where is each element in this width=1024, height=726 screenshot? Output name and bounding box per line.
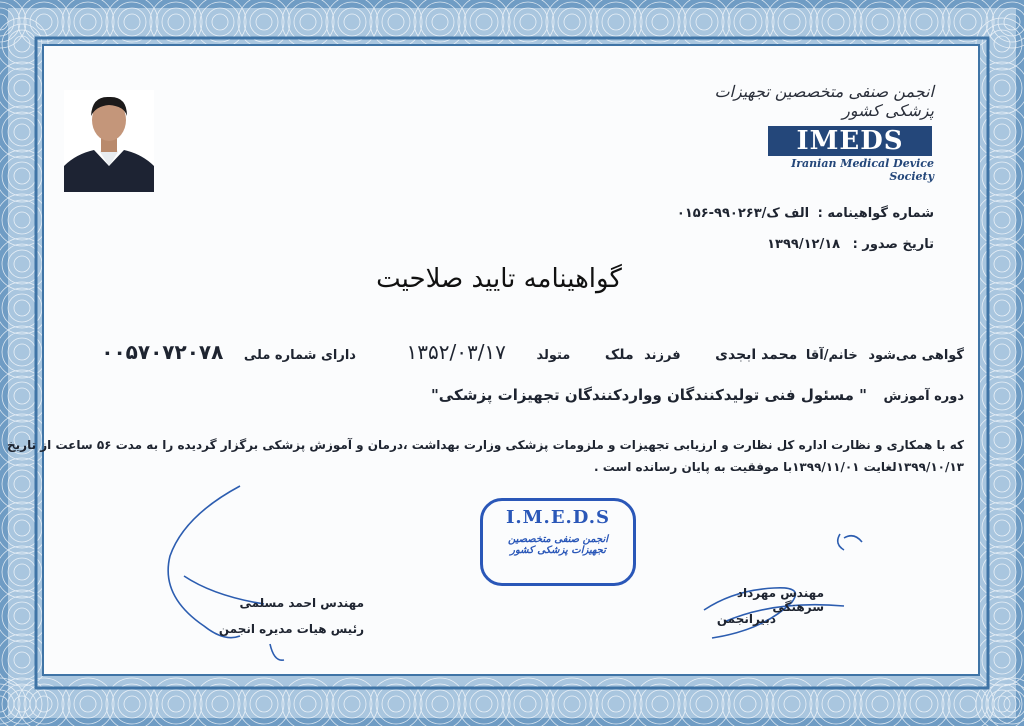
holder-salutation: خانم/آقا bbox=[805, 348, 858, 363]
certificate-number-row bbox=[574, 206, 934, 221]
birth-date: ۱۳۵۲/۰۳/۱۷ bbox=[406, 340, 506, 364]
stamp-line-1: انجمن صنفی متخصصین bbox=[507, 534, 609, 545]
holder-line bbox=[64, 340, 964, 364]
issue-date-label: تاریخ صدور : bbox=[852, 237, 934, 252]
father-label: فرزند bbox=[644, 348, 681, 363]
national-id-label: دارای شماره ملی bbox=[243, 348, 356, 363]
national-id: ۰۰۵۷۰۷۲۰۷۸ bbox=[101, 340, 224, 364]
certificate-number-value: ۰۱۵۶-۹۹۰۲۶۳/الف ک bbox=[676, 206, 810, 221]
society-name-en: Iranian Medical Device Society bbox=[791, 157, 934, 183]
right-signatory-name: مهندس مهرداد سرهنگی bbox=[736, 586, 824, 614]
certificate-title: گواهینامه تایید صلاحیت bbox=[376, 264, 622, 294]
certificate-number-label: شماره گواهینامه : bbox=[817, 206, 934, 221]
left-signature bbox=[144, 476, 324, 666]
issue-date-value: ۱۳۹۹/۱۲/۱۸ bbox=[767, 237, 841, 252]
society-name-fa: انجمن صنفی متخصصین تجهیزات پزشکی کشور bbox=[714, 82, 934, 120]
body-text-line-1: که با همکاری و نظارت اداره کل نظارت و ارزیابی تجهیزات و ملزومات پزشکی وزارت بهداشت ،درمان و آموزش پزشکی برگزار گردیده را به مدت ۵۶ ساعت از تاریخ bbox=[7, 438, 964, 452]
father-name: ملک bbox=[604, 347, 634, 363]
left-signatory-name: مهندس احمد مسلمی bbox=[239, 596, 364, 610]
holder-name: محمد ابجدی bbox=[715, 347, 798, 363]
body-text-line-2: ۱۳۹۹/۱۰/۱۳لغایت ۱۳۹۹/۱۱/۰۱با موفقیت به پایان رسانده است . bbox=[594, 460, 964, 474]
imeds-logo: IMEDS bbox=[768, 126, 932, 156]
born-label: متولد bbox=[536, 348, 571, 363]
course-label: دوره آموزش bbox=[883, 389, 964, 404]
left-signatory-title: رئیس هیات مدیره انجمن bbox=[218, 622, 364, 636]
course-row bbox=[164, 386, 964, 404]
right-signatory-title: دبیرانجمن bbox=[716, 612, 776, 626]
course-name: " مسئول فنی تولیدکنندگان ووارد‌کنندگان تجهیزات پزشکی" bbox=[430, 386, 867, 404]
certificate-paper bbox=[7, 44, 980, 676]
stamp-abbr: I.M.E.D.S bbox=[505, 507, 611, 528]
holder-intro: گواهی می‌شود bbox=[868, 348, 964, 363]
society-stamp bbox=[480, 498, 636, 586]
issue-date-row bbox=[574, 237, 934, 252]
stamp-line-2: تجهیزات پزشکی کشور bbox=[510, 545, 606, 556]
holder-photo bbox=[64, 90, 154, 192]
